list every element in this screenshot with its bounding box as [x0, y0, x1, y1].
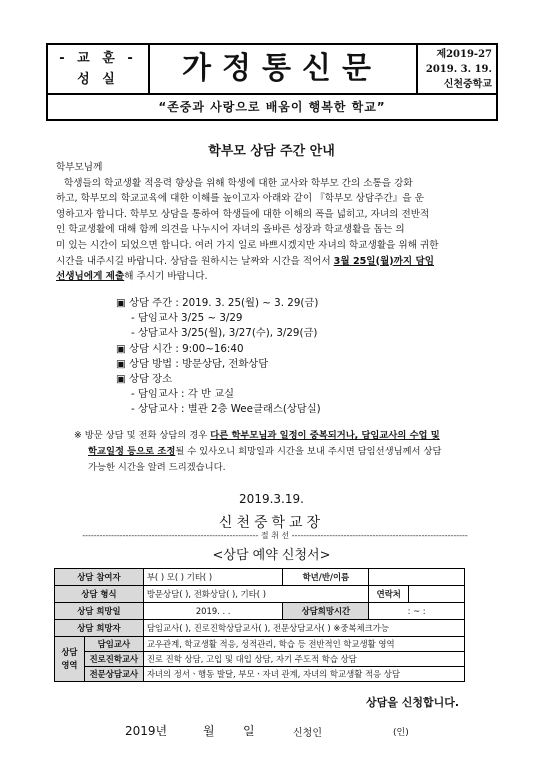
principal-signature: 신천중학교장: [218, 515, 325, 531]
notice-line: [74, 444, 494, 460]
school-slogan: “존중과 사랑으로 배움이 행복한 학교”: [46, 95, 498, 121]
school-motto-box: [48, 45, 150, 93]
participant-field[interactable]: 부( ) 모( ) 기타( ): [143, 569, 283, 586]
area-desc: 자녀의 정서ㆍ행동 발달, 부모ㆍ자녀 관계, 자녀의 학교생활 적응 상담: [143, 667, 464, 682]
footer-applicant: 신청인: [293, 728, 322, 739]
form-row: [55, 603, 465, 620]
newsletter-title: 가정통신문: [148, 45, 418, 93]
form-row: [55, 652, 465, 667]
detail-method: ▣ 상담 방법 : 방문상담, 전화상담: [116, 357, 269, 370]
apply-text: 상담을 신청합니다.: [365, 696, 459, 709]
letter-body: [56, 160, 496, 285]
area-desc: 진로 진학 상담, 고입 및 대입 상담, 자기 주도적 학습 상담: [143, 652, 464, 667]
area-who: 전문상담교사: [84, 667, 143, 682]
body-emphasis: 『학부모 상담주간』: [315, 193, 403, 205]
body-text: 하고, 학부모의 학교교육에 대한 이해를 높이고자 아래와 같이: [56, 193, 316, 205]
detail-sub: - 담임교사 3/25 ~ 3/29: [131, 312, 243, 325]
issue-info: [416, 45, 498, 93]
hope-type-field[interactable]: 담임교사( ), 진로진학상담교사( ), 전문상담교사( ) ※중복체크가능: [143, 620, 464, 637]
hope-date-field[interactable]: 2019. . .: [143, 603, 283, 620]
form-row: [55, 667, 465, 682]
greeting: 학부모님께: [56, 162, 103, 173]
reservation-form: [54, 568, 465, 682]
form-row: [55, 620, 465, 637]
footer-year: 2019년: [125, 724, 168, 738]
detail-sub: - 상담교사 : 별관 2층 Wee클래스(상담실): [131, 403, 321, 416]
notice: [74, 428, 494, 476]
issue-number: 제2019-27: [436, 49, 492, 60]
area-label-1: 상담: [61, 647, 78, 657]
footer-day: 일: [243, 724, 255, 738]
hope-time-field[interactable]: : ~ :: [369, 603, 465, 620]
area-label: [55, 637, 85, 682]
area-who: 진로진학교사: [84, 652, 143, 667]
grade-field[interactable]: [369, 569, 465, 586]
motto-label: - 교 훈 -: [59, 51, 137, 66]
notice-line: 가능한 시간을 알려 드리겠습니다.: [88, 462, 226, 473]
hope-type-label: 상담 희망자: [55, 620, 144, 637]
page-title: 학부모 상담 주간 안내: [208, 144, 335, 159]
body-text: 해 주시기 바랍니다.: [124, 271, 208, 283]
body-line: [56, 269, 496, 285]
body-line: [56, 191, 496, 207]
form-row: [55, 569, 465, 586]
area-who: 담임교사: [84, 637, 143, 652]
cut-line: ------------------------------------------------------------- 절 취 선 -------------------------------------------------------------: [82, 531, 468, 540]
contact-label: 연락처: [369, 586, 409, 603]
detail-period: ▣ 상담 주간 : 2019. 3. 25(월) ~ 3. 29(금): [116, 297, 319, 309]
type-field[interactable]: 방문상담( ), 전화상담( ), 기타( ): [143, 586, 368, 603]
consultation-details: [116, 296, 476, 418]
contact-field[interactable]: [409, 586, 465, 603]
type-label: 상담 형식: [55, 586, 144, 603]
notice-text: 될 수 있사오니 희망일과 시간을 보내 주시면 담임선생님께서 상담: [175, 446, 442, 457]
hope-date-label: 상담 희망일: [55, 603, 144, 620]
body-line: 영하고자 합니다. 학부모 상담을 통하여 학생들에 대한 이해의 폭을 넓히고, 자녀의 전반적: [56, 208, 430, 220]
form-title: <상담 예약 신청서>: [212, 548, 331, 563]
notice-emphasis: 다른 학부모님과 일정이 중복되거나, 담임교사의 수업 및: [210, 430, 440, 441]
footer-seal: (인): [393, 728, 409, 738]
detail-time: ▣ 상담 시간 : 9:00~16:40: [116, 342, 244, 355]
deadline-text: 선생님에게 제출: [56, 271, 125, 283]
detail-place: ▣ 상담 장소: [116, 373, 173, 386]
school-short-name: 신천중학교: [443, 79, 492, 90]
form-row: [55, 586, 465, 603]
notice-line: [74, 428, 494, 444]
area-desc: 교우관계, 학교생활 적응, 성적관리, 학습 등 전반적인 학교생활 영역: [143, 637, 464, 652]
deadline-text: 3월 25일(월)까지 담임: [333, 255, 435, 267]
detail-sub: - 상담교사 3/25(월), 3/27(수), 3/29(금): [131, 327, 318, 340]
body-text: 시간을 내주시길 바랍니다. 상담을 원하시는 날짜와 시간을 적어서: [56, 255, 334, 267]
hope-time-label: 상담희망시간: [283, 603, 369, 620]
body-text: 을 운: [402, 193, 424, 205]
grade-label: 학년/반/이름: [283, 569, 369, 586]
issue-date: 2019. 3. 19.: [425, 64, 492, 75]
body-line: [56, 254, 496, 270]
area-label-2: 영역: [61, 660, 78, 670]
detail-sub: - 담임교사 : 각 반 교실: [131, 388, 235, 401]
sign-date: 2019.3.19.: [239, 492, 304, 506]
motto-word: 성 실: [77, 72, 119, 87]
body-line: 학생들의 학교생활 적응력 향상을 위해 학생에 대한 교사와 학부모 간의 소통을 강화: [64, 177, 413, 189]
footer-month: 월: [203, 724, 215, 738]
body-line: 인 학교생활에 대해 함께 의견을 나누시어 자녀의 올바른 성장과 학교생활을 돕는 의: [56, 224, 405, 236]
newsletter-header: [46, 43, 498, 95]
notice-text: ※ 방문 상담 및 전화 상담의 경우: [74, 430, 211, 441]
notice-emphasis: 학교일정 등으로 조정: [88, 446, 176, 457]
participant-label: 상담 참여자: [55, 569, 144, 586]
body-line: 미 있는 시간이 되었으면 합니다. 여러 가지 일로 바쁘시겠지만 자녀의 학교생활을 위해 귀한: [56, 239, 439, 251]
form-row: [55, 637, 465, 652]
